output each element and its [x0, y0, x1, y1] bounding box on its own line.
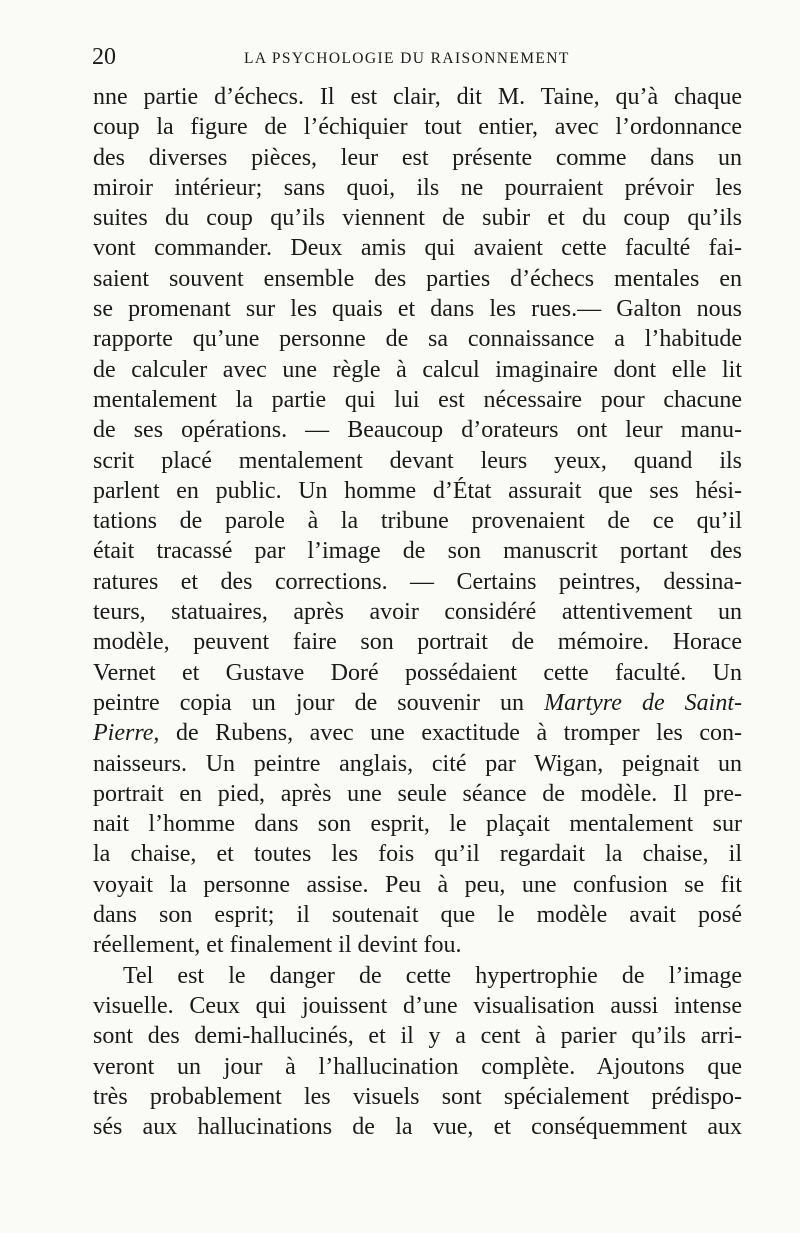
text-segment: dans son esprit; il soutenait que le modèle avait posé	[93, 902, 742, 929]
text-segment: réellement, et finalement il devint fou.	[93, 932, 462, 959]
text-line	[93, 930, 742, 960]
text-segment: parlent en public. Un homme d’État assurait que ses hési-	[93, 477, 742, 504]
text-segment: sés aux hallucinations de la vue, et conséquemment aux	[93, 1114, 742, 1141]
text-segment: voyait la personne assise. Peu à peu, une confusion se fit	[93, 871, 742, 898]
text-segment: de ses opérations. — Beaucoup d’orateurs ont leur manu-	[93, 417, 742, 444]
text-segment: très probablement les visuels sont spécialement prédispo-	[93, 1083, 742, 1110]
text-line	[93, 355, 742, 385]
text-segment: suites du coup qu’ils viennent de subir et du coup qu’ils	[93, 205, 742, 232]
text-line	[93, 718, 742, 748]
text-line	[93, 991, 742, 1021]
text-segment: rapporte qu’une personne de sa connaissance a l’habitude	[93, 326, 742, 353]
text-segment: veront un jour à l’hallucination complète. Ajoutons que	[93, 1053, 742, 1080]
text-segment: coup la figure de l’échiquier tout entier, avec l’ordonnance	[93, 114, 742, 141]
text-segment: modèle, peuvent faire son portrait de mémoire. Horace	[93, 629, 742, 656]
text-line	[93, 779, 742, 809]
text-line	[93, 809, 742, 839]
text-line	[93, 839, 742, 869]
text-line	[93, 870, 742, 900]
running-title: LA PSYCHOLOGIE DU RAISONNEMENT	[244, 50, 570, 67]
text-segment: visuelle. Ceux qui jouissent d’une visualisation aussi intense	[93, 992, 742, 1019]
text-segment: teurs, statuaires, après avoir considéré attentivement un	[93, 599, 742, 626]
text-line	[93, 1082, 742, 1112]
text-segment: scrit placé mentalement devant leurs yeux, quand ils	[93, 447, 742, 474]
text-line	[93, 173, 742, 203]
text-line	[93, 506, 742, 536]
text-line	[93, 446, 742, 476]
text-segment: miroir intérieur; sans quoi, ils ne pourraient prévoir les	[93, 174, 742, 201]
text-line	[93, 385, 742, 415]
text-segment: saient souvent ensemble des parties d’échecs mentales en	[93, 265, 742, 292]
text-line	[93, 264, 742, 294]
text-line	[93, 1021, 742, 1051]
text-segment: se promenant sur les quais et dans les rues.— Galton nous	[93, 296, 742, 323]
text-line	[93, 961, 742, 991]
text-segment: mentalement la partie qui lui est nécessaire pour chacune	[93, 386, 742, 413]
text-segment: tations de parole à la tribune provenaient de ce qu’il	[93, 508, 742, 535]
text-segment: de calculer avec une règle à calcul imaginaire dont elle lit	[93, 356, 742, 383]
text-line	[93, 203, 742, 233]
page-header	[92, 44, 742, 74]
text-segment: , de Rubens, avec une exactitude à tromper les con-	[153, 720, 742, 747]
text-line	[93, 294, 742, 324]
text-line	[93, 749, 742, 779]
text-segment: portrait en pied, après une seule séance de modèle. Il pre-	[93, 780, 742, 807]
text-line	[93, 143, 742, 173]
text-segment: des diverses pièces, leur est présente comme dans un	[93, 144, 742, 171]
text-line	[93, 1052, 742, 1082]
text-line	[93, 658, 742, 688]
body-text	[93, 82, 742, 1142]
text-segment: naisseurs. Un peintre anglais, cité par Wigan, peignait un	[93, 750, 742, 777]
text-segment: ratures et des corrections. — Certains peintres, dessina-	[93, 568, 742, 595]
text-segment: nait l’homme dans son esprit, le plaçait mentalement sur	[93, 811, 742, 838]
text-line	[93, 324, 742, 354]
text-line	[93, 82, 742, 112]
text-line	[93, 900, 742, 930]
text-segment: Vernet et Gustave Doré possédaient cette faculté. Un	[93, 659, 742, 686]
text-segment: nne partie d’échecs. Il est clair, dit M. Taine, qu’à chaque	[93, 84, 742, 110]
text-line	[93, 536, 742, 566]
italic-title-segment: Pierre	[93, 720, 154, 747]
text-line	[93, 233, 742, 263]
text-segment: était tracassé par l’image de son manuscrit portant des	[93, 538, 742, 565]
text-line	[93, 567, 742, 597]
text-segment: vont commander. Deux amis qui avaient cette faculté fai-	[93, 235, 742, 262]
text-segment: peintre copia un jour de souvenir un	[93, 689, 545, 716]
text-line	[93, 112, 742, 142]
text-segment: sont des demi-hallucinés, et il y a cent à parier qu’ils arri-	[93, 1023, 742, 1050]
text-line	[93, 1112, 742, 1142]
text-line	[93, 415, 742, 445]
text-line	[93, 476, 742, 506]
italic-title-segment: Martyre de Saint-	[544, 689, 742, 716]
text-segment: Tel est le danger de cette hypertrophie de l’image	[123, 962, 742, 989]
text-line	[93, 627, 742, 657]
text-segment: la chaise, et toutes les fois qu’il regardait la chaise, il	[93, 841, 742, 868]
text-line	[93, 688, 742, 718]
page-number: 20	[92, 44, 116, 70]
text-line	[93, 597, 742, 627]
